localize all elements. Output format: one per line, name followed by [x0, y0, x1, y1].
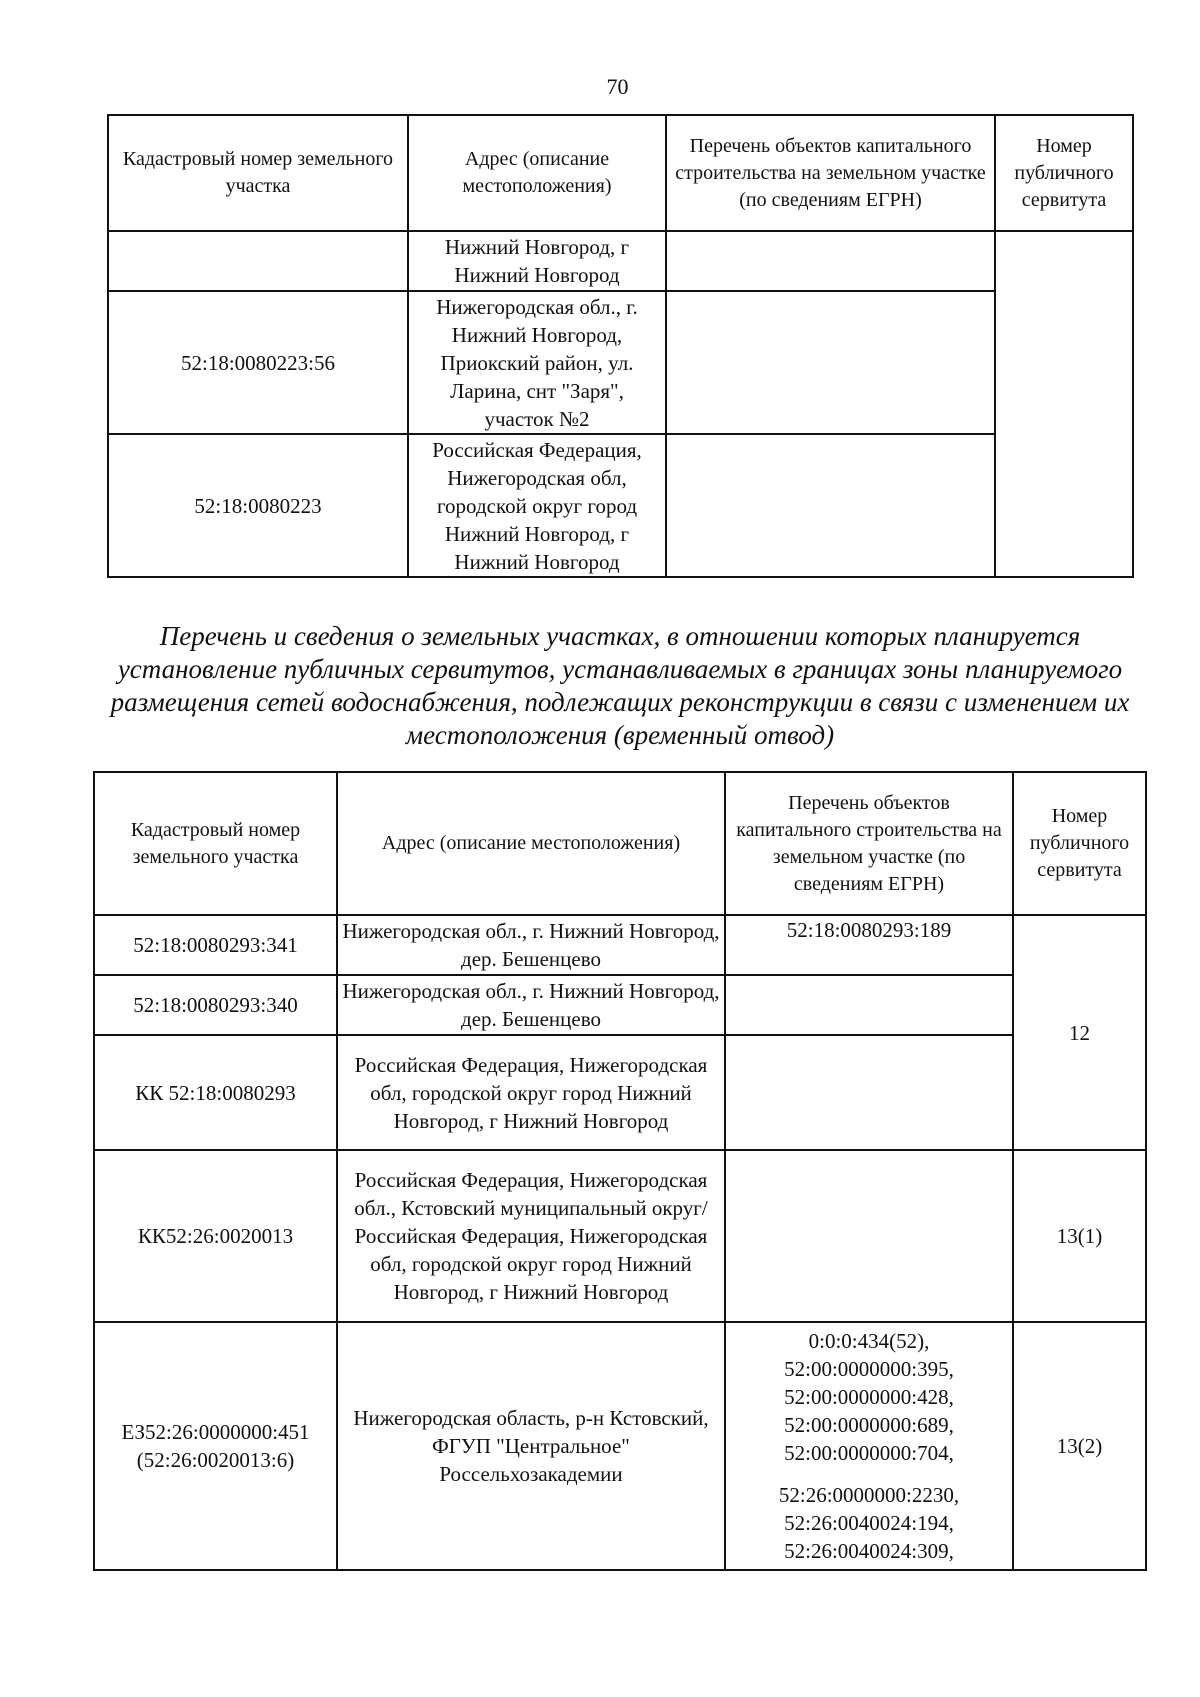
object-number: 52:00:0000000:428, — [784, 1385, 954, 1409]
table-temporary-allotment — [93, 771, 1147, 1571]
cell-address: Нижегородская обл., г. Нижний Новгород, дер. Бешенцево — [337, 915, 725, 975]
cell-address: Нижегородская обл., г. Нижний Новгород, Приокский район, ул. Ларина, снт "Заря", участок №2 — [408, 291, 666, 434]
object-number: 0:0:0:434(52), — [808, 1329, 930, 1353]
table-header-row — [108, 115, 1133, 231]
cell-servitude — [995, 231, 1133, 577]
cell-cadastral: 52:18:0080223 — [108, 434, 408, 577]
cell-servitude: 13(1) — [1013, 1150, 1146, 1322]
cadastral-line: (52:26:0020013:6) — [136, 1448, 295, 1472]
header-cadastral: Кадастровый номер земельного участка — [94, 772, 337, 915]
header-objects: Перечень объектов капитального строительства на земельном участке (по сведениям ЕГРН) — [666, 115, 995, 231]
table-servitudes-continued — [107, 114, 1134, 578]
cell-objects: 52:18:0080293:189 — [725, 915, 1013, 975]
header-servitude: Номер публичного сервитута — [1013, 772, 1146, 915]
cell-objects — [725, 1035, 1013, 1150]
table-row — [108, 231, 1133, 291]
cell-objects — [666, 434, 995, 577]
cadastral-line: ЕЗ52:26:0000000:451 — [121, 1420, 310, 1444]
header-address: Адрес (описание местоположения) — [408, 115, 666, 231]
table-row — [94, 915, 1146, 975]
table-row — [94, 1035, 1146, 1150]
cell-address: Нижегородская область, р-н Кстовский, ФГУП "Центральное" Россельхозакадемии — [337, 1322, 725, 1570]
cell-objects — [725, 975, 1013, 1035]
cell-cadastral: 52:18:0080293:340 — [94, 975, 337, 1035]
table-row — [94, 1322, 1146, 1570]
header-objects: Перечень объектов капитального строительства на земельном участке (по сведениям ЕГРН) — [725, 772, 1013, 915]
header-cadastral: Кадастровый номер земельного участка — [108, 115, 408, 231]
cell-cadastral: 52:18:0080223:56 — [108, 291, 408, 434]
section-caption: Перечень и сведения о земельных участках, в отношении которых планируется установление публичных сервитутов, устанавливаемых в границах зоны планируемого размещения сетей водоснабжения, подлежащих реконструкции в связи с изменением их местоположения (временный отвод) — [110, 621, 1130, 750]
table-row — [108, 434, 1133, 577]
object-number: 52:00:0000000:704, — [784, 1441, 954, 1465]
object-number: 52:26:0040024:309, — [784, 1539, 954, 1563]
table-row — [108, 291, 1133, 434]
cell-objects — [666, 291, 995, 434]
cell-objects — [725, 1322, 1013, 1570]
object-number: 52:26:0000000:2230, — [778, 1483, 960, 1507]
header-servitude: Номер публичного сервитута — [995, 115, 1133, 231]
cell-address: Нижний Новгород, г Нижний Новгород — [408, 231, 666, 291]
table-row — [94, 975, 1146, 1035]
object-number: 52:00:0000000:689, — [784, 1413, 954, 1437]
cell-cadastral — [108, 231, 408, 291]
cell-cadastral: 52:18:0080293:341 — [94, 915, 337, 975]
cell-objects — [666, 231, 995, 291]
object-number: 52:26:0040024:194, — [784, 1511, 954, 1535]
cell-address: Российская Федерация, Нижегородская обл, городской округ город Нижний Новгород, г Нижний Новгород — [337, 1035, 725, 1150]
cell-address: Нижегородская обл., г. Нижний Новгород, дер. Бешенцево — [337, 975, 725, 1035]
page-number: 70 — [606, 74, 629, 99]
table-row — [94, 1150, 1146, 1322]
table-header-row — [94, 772, 1146, 915]
cell-address: Российская Федерация, Нижегородская обл., Кстовский муниципальный округ/ Российская Федерация, Нижегородская обл, городской округ город Нижний Новгород, г Нижний Новгород — [337, 1150, 725, 1322]
cell-address: Российская Федерация, Нижегородская обл, городской округ город Нижний Новгород, г Нижний Новгород — [408, 434, 666, 577]
cell-cadastral: КК 52:18:0080293 — [94, 1035, 337, 1150]
header-address: Адрес (описание местоположения) — [337, 772, 725, 915]
cell-servitude: 13(2) — [1013, 1322, 1146, 1570]
object-number: 52:00:0000000:395, — [784, 1357, 954, 1381]
cell-cadastral — [94, 1322, 337, 1570]
cell-objects — [725, 1150, 1013, 1322]
cell-servitude: 12 — [1013, 915, 1146, 1150]
cell-cadastral: КК52:26:0020013 — [94, 1150, 337, 1322]
